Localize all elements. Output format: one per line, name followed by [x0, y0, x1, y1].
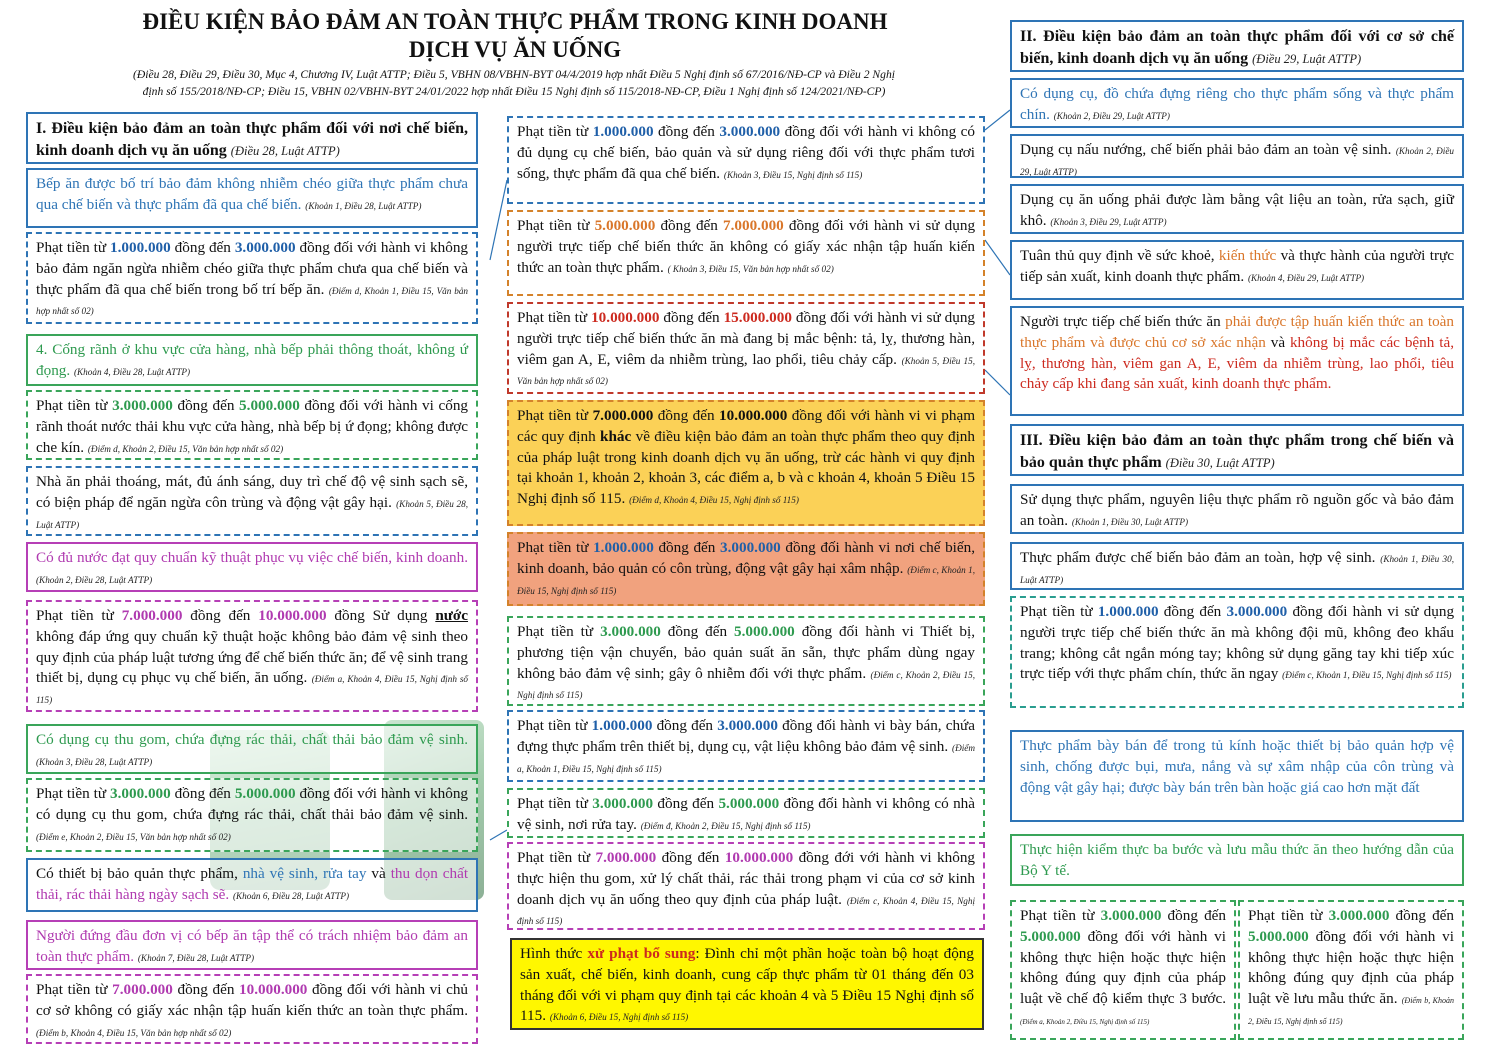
penalty-amount: 3.000.000: [600, 623, 661, 640]
penalty-text: đồng đối với hành vi sử dụng người trực tiếp chế biến thức ăn mà đang bị mắc bệnh: tả, lỵ, thương hàn, viêm gan A, E, viêm da nhiễm trùng, lao phổi, tiêu chảy cấp.: [517, 309, 976, 368]
penalty-source: (Điểm b, Khoản 2, Điều 15, Nghị định số 115): [1248, 996, 1455, 1027]
condition-source: (Khoản 1, Điều 30, Luật ATTP): [1020, 554, 1455, 585]
penalty-food-samples: [1238, 900, 1464, 1040]
penalty-text: Phạt tiền từ: [517, 123, 589, 140]
penalty-transport-equipment: [507, 616, 985, 706]
condition-highlight: thu dọn chất thải, rác thải hàng ngày sạch sẽ.: [36, 865, 469, 903]
penalty-waste-bins: [26, 778, 478, 852]
penalty-text: đồng đối với hành vi không có đủ dụng cụ chế biến, bảo quản và sử dụng riêng đối với thực phẩm tươi sống, thực phẩm đã qua chế biến.: [517, 123, 976, 182]
penalty-amount: 3.000.000: [720, 539, 781, 556]
section-heading-1: [26, 112, 478, 164]
sanction-source: (Khoản 6, Điều 15, Nghị định số 115): [549, 1012, 689, 1023]
penalty-text: Phạt tiền từ: [1020, 907, 1095, 924]
penalty-pests: [507, 532, 985, 606]
condition-ingredient-origin: [1010, 484, 1464, 534]
penalty-drainage: [26, 390, 478, 460]
penalty-text: Phạt tiền từ: [517, 309, 588, 326]
condition-three-step-check: [1010, 834, 1464, 886]
heading-text: I. Điều kiện bảo đảm an toàn thực phẩm đối với nơi chế biến, kinh doanh dịch vụ ăn uống: [36, 120, 468, 159]
penalty-text: Phạt tiền từ: [517, 407, 589, 424]
connector-line: [490, 180, 507, 260]
penalty-source: (Điểm c, Khoản 2, Điều 15, Nghị định số 115): [517, 669, 976, 701]
penalty-amount: 3.000.000: [234, 239, 296, 256]
penalty-amount: 3.000.000: [1100, 907, 1162, 924]
penalty-amount: 7.000.000: [723, 217, 784, 234]
penalty-text: đồng đối với hành vi chủ cơ sở không có giấy xác nhận tập huấn kiến thức an toàn thực phẩm.: [36, 981, 469, 1019]
penalty-hygiene-gear: [1010, 596, 1464, 708]
penalty-text: đồng đến: [1163, 603, 1222, 620]
condition-text: Có thiết bị bảo quản thực phẩm,: [36, 865, 238, 882]
penalty-source: (Khoản 3, Điều 15, Nghị định số 115): [723, 169, 863, 180]
condition-text: Thực phẩm bày bán để trong tủ kính hoặc thiết bị bảo quản hợp vệ sinh, chống được bụi, mưa, nắng và sự xâm nhập của côn trùng và động vật gây hại; được bày bán trên bàn hoặc giá cao hơn mặt đất: [1020, 737, 1454, 796]
penalty-amount: 10.000.000: [258, 607, 327, 624]
condition-eating-utensils: [1010, 184, 1464, 234]
penalty-amount: 10.000.000: [239, 981, 308, 998]
penalty-source: (Điểm đ, Khoản 2, Điều 15, Nghị định số 115): [640, 820, 811, 831]
penalty-text: đồng đến: [174, 785, 231, 802]
condition-text: Có dụng cụ thu gom, chứa đựng rác thải, chất thải bảo đảm vệ sinh.: [36, 731, 468, 748]
penalty-text: Phạt tiền từ: [517, 795, 588, 812]
condition-text: và thực hành của người trực tiếp sản xuất, kinh doanh thực phẩm.: [1020, 247, 1454, 285]
penalty-amount: 5.000.000: [234, 785, 296, 802]
condition-highlight: nhà vệ sinh, rửa tay: [242, 865, 367, 882]
penalty-display-equipment: [507, 710, 985, 782]
penalty-text: đồng đới với hành vi không thực hiện thu gom, xử lý chất thải, rác thải trong phạm vi của cơ sở kinh doanh dịch vụ ăn uống theo quy định của pháp luật.: [517, 849, 976, 908]
condition-text: Thực phẩm được chế biến bảo đảm an toàn, hợp vệ sinh.: [1020, 549, 1376, 566]
condition-source: (Khoản 2, Điều 29, Luật ATTP): [1020, 146, 1455, 177]
penalty-text: đồng Sử dụng: [334, 607, 428, 624]
penalty-text: không đáp ứng quy chuẩn kỹ thuật hoặc không bảo đảm vệ sinh theo quy định của pháp luật tương ứng để chế biến thức ăn; để vệ sinh trang thiết bị, dụng cụ phục vụ chế biến, ăn uống.: [36, 627, 468, 687]
title-line: DỊCH VỤ ĂN UỐNG: [408, 36, 622, 62]
penalty-source: (Điểm c, Khoản 4, Điều 15, Nghị định số 115): [517, 895, 976, 927]
penalty-text: đồng đến: [1395, 907, 1454, 924]
section-heading-2: [1010, 20, 1464, 72]
penalty-text: Phạt tiền từ: [517, 217, 590, 234]
penalty-source: (Điểm d, Khoản 2, Điều 15, Văn bản hợp nhất số 02): [87, 443, 284, 454]
penalty-amount: 7.000.000: [112, 981, 173, 998]
penalty-text: đồng đối với hành vi không có dụng cụ thu gom, chứa đựng rác thải, chất thải bảo đảm vệ sinh.: [36, 785, 469, 823]
penalty-amount: 10.000.000: [591, 309, 660, 326]
penalty-amount: 15.000.000: [723, 309, 792, 326]
condition-text: Thực hiện kiểm thực ba bước và lưu mẫu thức ăn theo hướng dẫn của Bộ Y tế.: [1020, 841, 1454, 879]
penalty-text: đồng đến: [177, 397, 235, 414]
penalty-text: đồng đối với hành vi sử dụng người trực tiếp chế biến thức ăn không có giấy xác nhận tập huấn kiến thức an toàn thực phẩm.: [517, 217, 976, 276]
penalty-source: (Điểm b, Khoản 4, Điều 15, Văn bản hợp nhất số 02): [36, 1027, 232, 1038]
penalty-amount: 10.000.000: [724, 849, 794, 866]
condition-source: (Khoản 4, Điều 29, Luật ATTP): [1247, 272, 1365, 283]
sanction-text: Hình thức: [520, 945, 583, 962]
penalty-amount: 5.000.000: [718, 795, 780, 812]
sanction-keyword: xử phạt bổ sung: [587, 945, 696, 962]
penalty-source: (Điểm a, Khoản 4, Điều 15, Nghị định số 115): [36, 674, 468, 706]
penalty-source: (Điểm c, Khoản 1, Điều 15, Nghị định số 115): [1282, 670, 1452, 681]
penalty-text: đồng đến: [656, 717, 714, 734]
penalty-amount: 7.000.000: [121, 607, 183, 624]
penalty-cross-contamination: [26, 232, 478, 324]
penalty-amount: 3.000.000: [717, 717, 778, 734]
condition-source: (Khoản 5, Điều 28, Luật ATTP): [36, 498, 469, 530]
penalty-three-step-check: [1010, 900, 1236, 1040]
penalty-amount: 5.000.000: [1248, 927, 1309, 945]
condition-source: (Khoản 2, Điều 29, Luật ATTP): [1053, 110, 1170, 121]
penalty-amount: 1.000.000: [1097, 603, 1159, 620]
subtitle-line: định số 155/2018/NĐ-CP; Điều 15, VBHN 02/VBHN-BYT 24/01/2022 hợp nhất Điều 15 Nghị định số 115/2018-NĐ-CP, Điều 1 Nghị định số 124/2021/NĐ-CP): [142, 85, 886, 99]
penalty-text: đồng đến: [1167, 907, 1226, 924]
penalty-amount: 10.000.000: [719, 407, 788, 424]
penalty-source: (Điểm d, Khoản 4, Điều 15, Nghị định số 115): [629, 495, 799, 506]
penalty-text: đồng đối với hành vi vi phạm các quy định: [517, 407, 976, 445]
penalty-text: Phạt tiền từ: [1248, 907, 1323, 924]
condition-text: Tuân thủ quy định về sức khoẻ,: [1020, 247, 1215, 264]
penalty-text: Phạt tiền từ: [517, 849, 591, 866]
condition-source: (Khoản 2, Điều 28, Luật ATTP): [36, 574, 153, 585]
penalty-amount: 1.000.000: [109, 239, 171, 256]
penalty-text: Phạt tiền từ: [36, 607, 114, 624]
penalty-text: đồng đến: [174, 239, 231, 256]
penalty-text: đồng đến: [663, 309, 720, 326]
penalty-staff-training: [507, 210, 985, 296]
penalty-text: đồng đến: [660, 217, 718, 234]
penalty-text: đồng đối hành vi bày bán, chứa đựng thực phẩm trên thiết bị, dụng cụ, vật liệu không bảo đảm vệ sinh.: [517, 717, 976, 755]
condition-text: Người trực tiếp chế biến thức ăn: [1020, 313, 1221, 330]
penalty-source: (Điểm d, Khoản 1, Điều 15, Văn bản hợp nhất số 02): [36, 285, 469, 317]
penalty-text: đồng đối với hành vi không bảo đảm ngăn ngừa nhiễm chéo giữa thực phẩm chưa qua chế biến và thực phẩm đã qua chế biến trong bố trí bếp ăn.: [36, 239, 469, 298]
penalty-keyword: khác: [600, 427, 632, 445]
additional-sanction-box: [510, 938, 984, 1030]
penalty-amount: 3.000.000: [1328, 907, 1390, 924]
condition-drainage: [26, 334, 478, 386]
condition-text: Có dụng cụ, đồ chứa đựng riêng cho thực phẩm sống và thực phẩm chín.: [1020, 85, 1454, 123]
penalty-amount: 7.000.000: [592, 407, 654, 424]
penalty-source: (Điểm e, Khoản 2, Điều 15, Văn bản hợp nhất số 02): [36, 831, 231, 842]
condition-text: Người đứng đầu đơn vị có bếp ăn tập thể có trách nhiệm bảo đảm an toàn thực phẩm.: [36, 927, 468, 965]
penalty-amount: 3.000.000: [719, 123, 781, 140]
condition-kitchen-layout: [26, 168, 478, 228]
condition-text: và: [371, 865, 386, 882]
penalty-text: đồng đến: [658, 539, 716, 556]
condition-text: Bếp ăn được bố trí bảo đảm không nhiễm chéo giữa thực phẩm chưa qua chế biến và thực phẩm đã qua chế biến.: [36, 175, 468, 213]
condition-source: (Khoản 6, Điều 28, Luật ATTP): [232, 890, 350, 901]
penalty-text: đồng đến: [657, 407, 715, 424]
penalty-text: đồng đối hành vi sử dụng người trực tiếp chế biến thức ăn mà không đội mũ, không đeo khẩu trang; không cắt ngắn móng tay; không sử dụng găng tay khi tiếp xúc trực tiếp với thực phẩm chín, thức ăn ngay: [1020, 603, 1455, 683]
penalty-amount: 3.000.000: [112, 397, 173, 414]
penalty-amount: 3.000.000: [109, 785, 171, 802]
penalty-text: đồng đến: [657, 795, 715, 812]
penalty-owner-training: [26, 974, 478, 1044]
penalty-amount: 5.000.000: [1020, 927, 1081, 945]
condition-cooking-tools: [1010, 134, 1464, 178]
penalty-source: ( Khoản 3, Điều 15, Văn bản hợp nhất số 02): [667, 263, 834, 274]
condition-display-cabinet: [1010, 730, 1464, 822]
penalty-waste-treatment: [507, 842, 985, 930]
connector-line: [985, 110, 1010, 130]
penalty-text: đồng đến: [661, 849, 720, 866]
condition-staff-health: [1010, 240, 1464, 300]
condition-source: (Khoản 3, Điều 28, Luật ATTP): [36, 756, 153, 767]
penalty-text: Phạt tiền từ: [1020, 603, 1093, 620]
condition-text: Dụng cụ nấu nướng, chế biến phải bảo đảm an toàn vệ sinh.: [1020, 141, 1392, 158]
penalty-text: Phạt tiền từ: [36, 785, 107, 802]
penalty-amount: 7.000.000: [595, 849, 657, 866]
penalty-text: Phạt tiền từ: [517, 539, 589, 556]
sanction-text: : Đình chỉ một phần hoặc toàn bộ hoạt động sản xuất, chế biến, kinh doanh, cung cấp thực phẩm từ 01 tháng đến 03 tháng đối với vi phạm quy định tại các khoản 4 và 5 Điều 15 Nghị định số 115.: [520, 945, 974, 1025]
condition-text: Có đủ nước đạt quy chuẩn kỹ thuật phục vụ việc chế biến, kinh doanh.: [36, 549, 468, 566]
penalty-other-violations: [507, 400, 985, 526]
condition-safe-processing: [1010, 542, 1464, 590]
condition-highlight: kiến thức: [1218, 247, 1277, 264]
penalty-source: (Khoản 5, Điều 15, Văn bản hợp nhất số 02): [517, 355, 976, 387]
penalty-text: về điều kiện bảo đảm an toàn thực phẩm theo quy định của pháp luật trong kinh doanh dịch vụ ăn uống, trừ các hành vi quy định tại khoản 1, khoản 2, khoản 3, các điểm a, b và c khoản 4, khoản 5 Điều 15 Nghị định số 115.: [517, 427, 975, 508]
penalty-text: đồng đối với hành vi không thực hiện hoặc thực hiện không đúng quy định của pháp luật về chế độ kiểm thực 3 bước.: [1020, 927, 1226, 1008]
penalty-text: đồng đối hành vi nơi chế biến, kinh doanh, bảo quản có côn trùng, động vật gây hại xâm nhập.: [517, 539, 976, 577]
condition-highlight: phải được tập huấn kiến thức an toàn thực phẩm và được chủ cơ sở xác nhận: [1020, 313, 1454, 351]
penalty-text: Phạt tiền từ: [36, 397, 108, 414]
condition-staff-training: [1010, 306, 1464, 416]
penalty-text: đồng đến: [658, 123, 715, 140]
connector-line: [490, 830, 507, 840]
penalty-amount: 3.000.000: [592, 795, 654, 812]
condition-highlight: không bị mắc các bệnh tả, lỵ, thương hàn, viêm gan A, E, viêm da nhiễm trùng, lao phổi, tiêu chảy cấp khi đang sản xuất, kinh doanh thực phẩm.: [1020, 333, 1454, 393]
penalty-amount: 5.000.000: [734, 623, 795, 640]
condition-source: (Khoản 1, Điều 28, Luật ATTP): [305, 200, 422, 211]
penalty-source: (Điểm c, Khoản 1, Điều 15, Nghị định số 115): [517, 564, 975, 596]
penalty-text: Phạt tiền từ: [517, 623, 594, 640]
subtitle-line: (Điều 28, Điều 29, Điều 30, Mục 4, Chương IV, Luật ATTP; Điều 5, VBHN 08/VBHN-BYT 04/4/2019 hợp nhất Điều 5 Nghị định số 67/2016/NĐ-CP và Điều 2 Nghị: [133, 68, 895, 81]
penalty-amount: 3.000.000: [1226, 603, 1288, 620]
heading-source: (Điều 30, Luật ATTP): [1165, 455, 1275, 470]
condition-source: (Khoản 4, Điều 28, Luật ATTP): [73, 366, 191, 377]
heading-source: (Điều 29, Luật ATTP): [1252, 51, 1362, 66]
penalty-text: đồng đối với hành vi không thực hiện hoặc thực hiện không đúng quy định của pháp luật về lưu mẫu thức ăn.: [1248, 927, 1454, 1008]
page-subtitle: [34, 66, 994, 101]
condition-waste-bins: [26, 724, 478, 774]
connector-line: [985, 370, 1010, 395]
condition-source: (Khoản 3, Điều 29, Luật ATTP): [1050, 216, 1167, 227]
penalty-amount: 1.000.000: [593, 539, 654, 556]
condition-water: [26, 542, 478, 592]
penalty-text: Phạt tiền từ: [36, 981, 108, 998]
penalty-source: (Điểm a, Khoản 1, Điều 15, Nghị định số 115): [517, 742, 976, 774]
condition-raw-cooked-utensils: [1010, 78, 1464, 128]
penalty-text: Phạt tiền từ: [36, 239, 107, 256]
condition-storage-toilet: [26, 858, 478, 912]
condition-kitchen-head: [26, 920, 478, 970]
penalty-text: Phạt tiền từ: [517, 717, 588, 734]
condition-dining-room: [26, 466, 478, 536]
penalty-amount: 5.000.000: [239, 397, 300, 414]
penalty-text: đồng đối với hành vi cống rãnh thoát nước thải khu vực cửa hàng, nhà bếp bị ứ đọng; không được che kín.: [36, 397, 469, 456]
penalty-no-toilet: [507, 788, 985, 838]
condition-source: (Khoản 7, Điều 28, Luật ATTP): [137, 952, 255, 963]
penalty-water: [26, 600, 478, 712]
penalty-text: đồng đối hành vi không có nhà vệ sinh, nơi rửa tay.: [517, 795, 976, 833]
heading-text: III. Điều kiện bảo đảm an toàn thực phẩm trong chế biến và bảo quản thực phẩm: [1020, 432, 1454, 471]
penalty-separate-utensils: [507, 116, 985, 204]
condition-text: 4. Cống rãnh ở khu vực cửa hàng, nhà bếp phải thông thoát, không ứ đọng.: [36, 341, 468, 379]
penalty-keyword: nước: [435, 607, 469, 624]
penalty-text: đồng đến: [177, 981, 235, 998]
section-heading-3: [1010, 424, 1464, 476]
page-title: [85, 8, 945, 63]
connector-line: [985, 240, 1010, 275]
condition-text: và: [1270, 333, 1286, 351]
penalty-sick-staff: [507, 302, 985, 394]
condition-text: Nhà ăn phải thoáng, mát, đủ ánh sáng, duy trì chế độ vệ sinh sạch sẽ, có biện pháp để ngăn ngừa côn trùng và động vật gây hại.: [36, 473, 468, 511]
condition-text: Sử dụng thực phẩm, nguyên liệu thực phẩm rõ nguồn gốc và bảo đảm an toàn.: [1020, 491, 1454, 529]
penalty-amount: 1.000.000: [591, 717, 653, 734]
condition-source: (Khoản 1, Điều 30, Luật ATTP): [1071, 516, 1189, 527]
penalty-text: đồng đến: [667, 623, 728, 640]
heading-source: (Điều 28, Luật ATTP): [230, 143, 340, 158]
penalty-text: đồng đến: [190, 607, 251, 624]
penalty-amount: 5.000.000: [594, 217, 656, 234]
heading-text: II. Điều kiện bảo đảm an toàn thực phẩm đối với cơ sở chế biến, kinh doanh dịch vụ ăn uống: [1020, 28, 1454, 67]
condition-text: Dụng cụ ăn uống phải được làm bằng vật liệu an toàn, rửa sạch, giữ khô.: [1020, 191, 1454, 229]
penalty-text: đồng đối hành vi Thiết bị, phương tiện vận chuyển, bảo quản suất ăn sẵn, thực phẩm dùng ngay không bảo đảm vệ sinh; gây ô nhiễm đối với thực phẩm.: [517, 623, 975, 682]
penalty-amount: 1.000.000: [592, 123, 654, 140]
title-line: ĐIỀU KIỆN BẢO ĐẢM AN TOÀN THỰC PHẨM TRONG KINH DOANH: [142, 9, 888, 34]
penalty-source: (Điểm a, Khoản 2, Điều 15, Nghị định số 115): [1020, 1018, 1150, 1027]
